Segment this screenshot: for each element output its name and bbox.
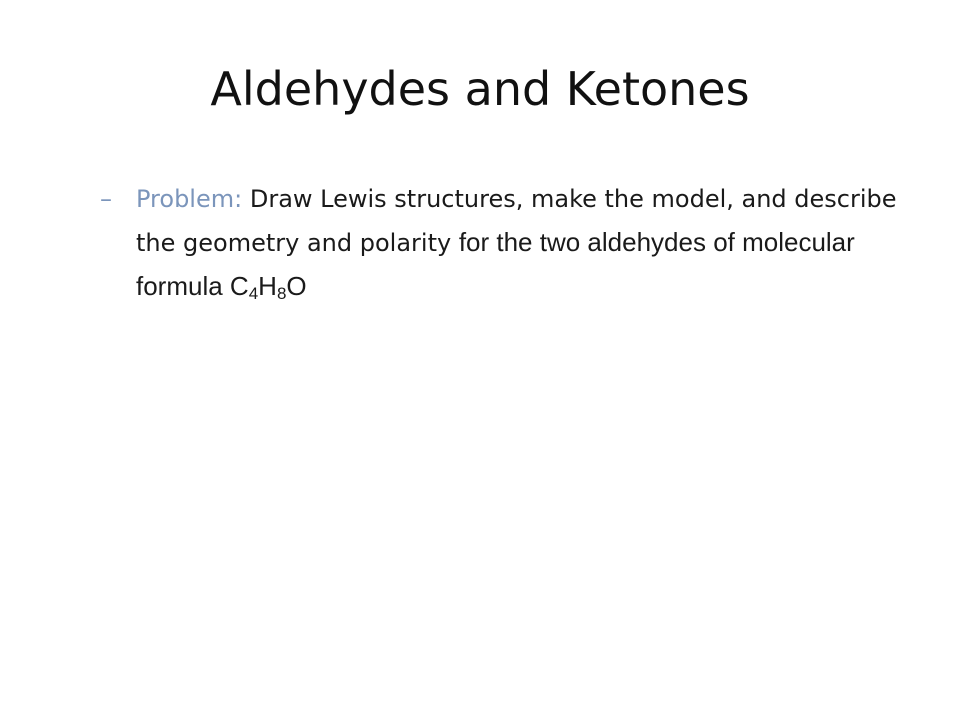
dash-bullet-icon: – bbox=[100, 185, 112, 213]
formula-h: H bbox=[258, 271, 277, 301]
problem-label: Problem: bbox=[136, 185, 243, 213]
bullet-text-part-1: Draw Lewis structures, make the model, and describe the geometry and polarity bbox=[136, 185, 897, 257]
bullet-text-part-2: for the two aldehydes of molecular formula bbox=[136, 227, 855, 301]
bullet-row bbox=[100, 178, 900, 309]
formula-o: O bbox=[286, 271, 307, 301]
bullet-item bbox=[100, 178, 900, 309]
formula-c: C bbox=[229, 271, 249, 301]
formula-h-subscript: 8 bbox=[276, 284, 287, 303]
bullet-text bbox=[136, 178, 900, 309]
formula-c-subscript: 4 bbox=[248, 284, 259, 303]
slide-title: Aldehydes and Ketones bbox=[210, 62, 750, 116]
molecular-formula bbox=[230, 271, 307, 301]
